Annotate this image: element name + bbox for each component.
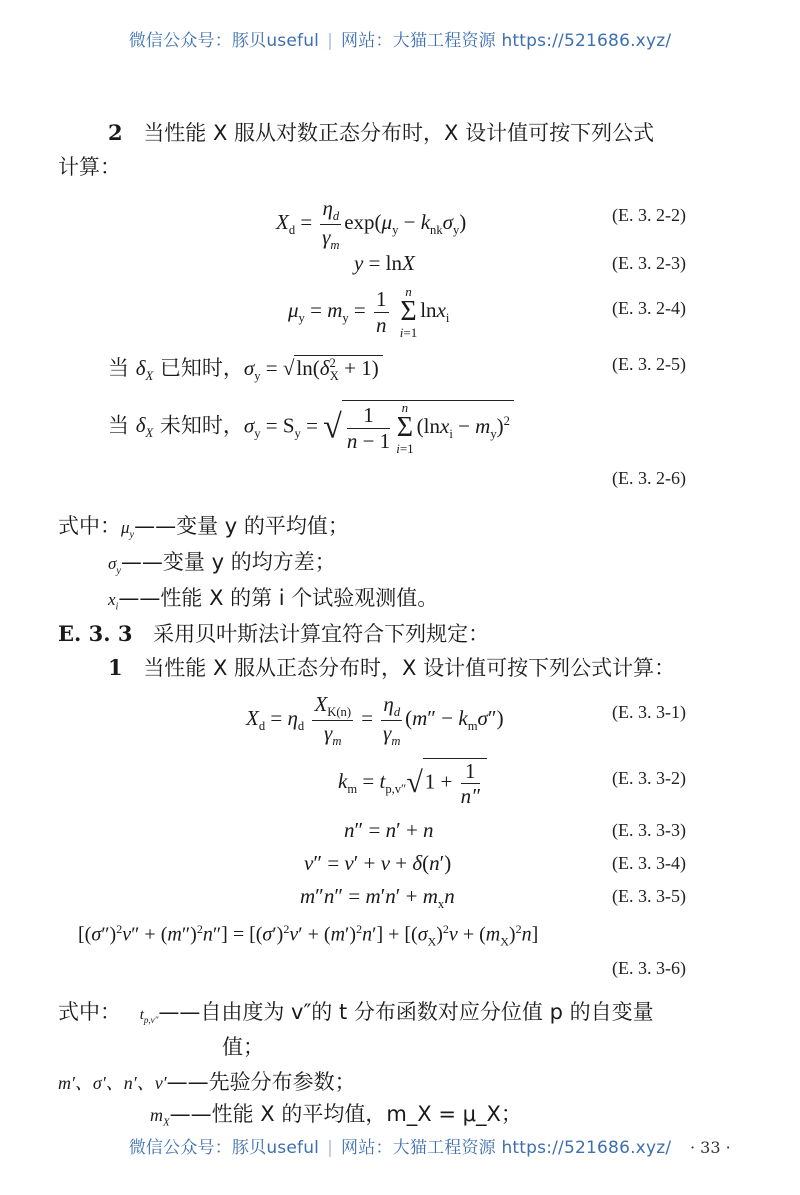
where1-item-xi: $x_i——$性能 X 的第 i 个试验观测值。 [108, 586, 439, 613]
equation-E.3.2-4: $\mu_y = m_y$ = $\frac{1}{n}$ n Σ i=1lnx$_i$ [288, 284, 450, 340]
section2-number: 2 [108, 120, 123, 145]
equation-E.3.2-6: 当 $\delta_X$ 未知时，$\sigma_y = S_y$ = √ $\frac{1}{n - 1}$ n Σ $i=1(\ln x_i - m_y)^2$ [108, 400, 514, 455]
where2-item-mX: $m_X——$性能 X 的平均值，m_X = μ_X； [150, 1102, 522, 1129]
section2-line1 [108, 117, 654, 147]
equation-E.3.2-3: y = lnX [354, 251, 415, 275]
clause-text: 采用贝叶斯法计算宜符合下列规定： [153, 622, 490, 646]
equation-label-E.3.3-3: (E. 3. 3-3) [612, 820, 686, 840]
where2-item-prior: m′、σ′、n′、v′——先验分布参数； [58, 1070, 356, 1094]
clause-number: E. 3. 3 [58, 621, 133, 646]
where2-item-t-cont: 值； [222, 1035, 264, 1059]
equation-label-E.3.2-6: (E. 3. 2-6) [612, 468, 686, 488]
equation-label-E.3.3-4: (E. 3. 3-4) [612, 853, 686, 873]
section2-line2: 计算： [58, 155, 121, 179]
watermark-separator: | [327, 31, 334, 51]
watermark-separator: | [327, 1138, 334, 1158]
where1-item-sigma: $\sigma_y——$变量 y 的均方差； [108, 550, 336, 577]
watermark-bottom [0, 1133, 800, 1158]
equation-label-E.3.3-1: (E. 3. 3-1) [612, 702, 686, 722]
where2-item-t: 式中： $t_{p,v''}——$自由度为 v″的 t 分布函数对应分位值 p 的自变量 [58, 1000, 654, 1025]
item1 [108, 652, 675, 682]
section2-text: 当性能 X 服从对数正态分布时，X 设计值可按下列公式 [143, 121, 655, 145]
watermark-right: 网站：大猫工程资源 https://521686.xyz/ [341, 1138, 672, 1158]
equation-E.3.3-5: $m''n'' = m'n' + m_xn$ [300, 884, 455, 912]
equation-E.3.3-3: n″ = n′ + n [344, 818, 434, 842]
where1-item-mu: 式中：$\mu_y——$变量 y 的平均值； [58, 514, 349, 541]
where2-intro: 式中： [58, 1000, 121, 1024]
equation-E.3.2-2: $X_d$ = $\frac{\eta_d}{\gamma_m}$ $\exp(\mu_y - k_{nk}\sigma_y)$ [276, 196, 467, 252]
equation-E.3.3-2: $k_m = t_{p,v''}√1$ + $\frac{1}{n''}$ [338, 758, 487, 808]
item1-number: 1 [108, 655, 123, 680]
clause-E.3.3 [58, 618, 489, 648]
equation-label-E.3.2-2: (E. 3. 2-2) [612, 205, 686, 225]
equation-label-E.3.3-2: (E. 3. 3-2) [612, 768, 686, 788]
equation-E.3.3-4: v″ = v′ + v + δ(n′) [304, 851, 452, 875]
item1-text: 当性能 X 服从正态分布时，X 设计值可按下列公式计算： [143, 656, 676, 680]
equation-label-E.3.3-5: (E. 3. 3-5) [612, 886, 686, 906]
page-number: · 33 · [690, 1138, 731, 1157]
watermark-top [0, 26, 800, 51]
watermark-left: 微信公众号：豚贝useful [128, 1138, 320, 1158]
watermark-right: 网站：大猫工程资源 https://521686.xyz/ [341, 31, 672, 51]
watermark-left: 微信公众号：豚贝useful [128, 31, 320, 51]
equation-label-E.3.2-5: (E. 3. 2-5) [612, 354, 686, 374]
equation-label-E.3.3-6: (E. 3. 3-6) [612, 958, 686, 978]
where1-intro: 式中： [58, 514, 121, 538]
equation-E.3.2-5: 当 $\delta_X$ 已知时，$\sigma_y = √\ln(\delta^2_X + 1)$ [108, 352, 383, 384]
equation-E.3.3-6: $[(\sigma'')^2v'' + (m'')^2n''] = [(\sigma')^2v' + (m')^2n'] + [(\sigma_X)^2v + (m_X)^2n]$ [78, 922, 539, 949]
equation-label-E.3.2-4: (E. 3. 2-4) [612, 298, 686, 318]
equation-E.3.3-1: $X_d = \eta_d$ $\frac{X_{K(n)}}{\gamma_m}$ = $\frac{\eta_d}{\gamma_m}$ $(m'' - k_m\sigma'')$ [246, 692, 504, 748]
equation-label-E.3.2-3: (E. 3. 2-3) [612, 253, 686, 273]
